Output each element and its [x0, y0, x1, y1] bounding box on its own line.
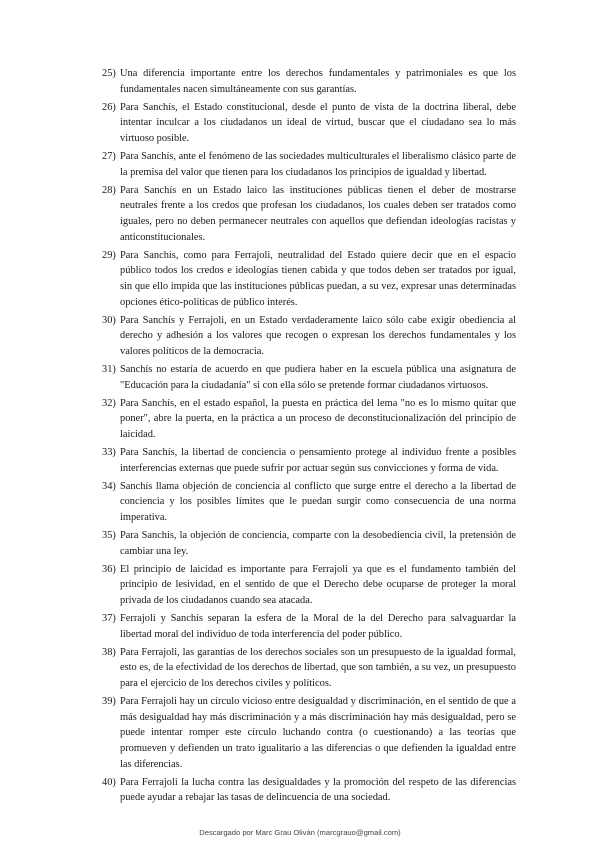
list-item: [104, 149, 516, 180]
item-text: Para Sanchís y Ferrajoli, en un Estado verdaderamente laico sólo cabe exigir obediencia al derecho y adhesión a los valores que recogen o expresan los derechos fundamentales y los valores políticos de la democracia.: [120, 314, 516, 357]
item-text: Para Ferrajoli, las garantías de los derechos sociales son un presupuesto de la igualdad formal, esto es, de la efectividad de los derechos de libertad, que son también, a su vez, un presupuesto para el ejercicio de los derechos civiles y políticos.: [120, 646, 516, 690]
item-text: Sanchís no estaría de acuerdo en que pudiera haber en la escuela pública una asignatura de "Educación para la ciudadanía" si con ella sólo se pretende formar ciudadanos virtuosos.: [120, 363, 516, 391]
item-number: 35): [102, 530, 116, 542]
item-number: 28): [102, 184, 116, 196]
item-number: 36): [102, 563, 116, 575]
item-text: Una diferencia importante entre los derechos fundamentales y patrimoniales es que los fundamentales nacen simultáneamente con sus garantías.: [120, 68, 516, 95]
list-item: [104, 479, 516, 526]
item-number: 39): [102, 696, 116, 708]
list-item: [104, 396, 516, 443]
item-number: 29): [102, 249, 116, 261]
list-item: [104, 528, 516, 559]
item-number: 38): [102, 646, 116, 658]
item-number: 31): [102, 363, 116, 375]
item-text: Para Sanchís, la objeción de conciencia, comparte con la desobediencia civil, la pretensión de cambiar una ley.: [120, 530, 516, 557]
list-item: [104, 248, 516, 310]
item-text: Sanchís llama objeción de conciencia al conflicto que surge entre el derecho a la libertad de conciencia y los posibles límites que le puedan surgir como consecuencia de una norma imperativa.: [120, 480, 516, 523]
list-item: [104, 775, 516, 806]
download-footer: Descargado por Marc Grau Olivàn (marcgrauo@gmail.com): [199, 828, 401, 837]
item-text: Para Ferrajoli la lucha contra las desigualdades y la promoción del respeto de las diferencias puede ayudar a rebajar las tasas de delincuencia de una sociedad.: [120, 776, 516, 804]
item-text: Para Sanchís, ante el fenómeno de las sociedades multiculturales el liberalismo clásico parte de la premisa del valor que tienen para los ciudadanos los principios de igualdad y libertad.: [120, 151, 516, 178]
list-item: [104, 611, 516, 642]
item-text: Para Sanchís en un Estado laico las instituciones públicas tienen el deber de mostrarse neutrales frente a los credos que profesan los ciudadanos, los cuales deben ser tratados como iguales, pero no deben permanecer neutrales con aquellos que defiendan ideologías racistas y anticonstitucionales.: [120, 184, 516, 243]
item-number: 33): [102, 447, 116, 459]
list-item: [104, 362, 516, 393]
item-number: 25): [102, 68, 116, 79]
list-item: [104, 445, 516, 476]
list-item: [104, 183, 516, 245]
list-item: [104, 694, 516, 772]
list-item: [104, 66, 516, 97]
item-number: 32): [102, 397, 116, 409]
item-number: 34): [102, 480, 116, 492]
item-number: 27): [102, 151, 116, 163]
question-list: [104, 66, 516, 808]
item-text: Para Sanchís, la libertad de conciencia o pensamiento protege al individuo frente a posibles interferencias externas que puede sufrir por actuar según sus convicciones y forma de vida.: [120, 447, 516, 474]
item-text: Para Sanchís, como para Ferrajoli, neutralidad del Estado quiere decir que en el espacio público todos los credos e ideologías tienen cabida y que todos deben ser tratados por igual, sin que ello impida que las instituciones públicas puedan, a su vez, expresar unas determinadas opciones ético-políticas de público interés.: [120, 249, 516, 308]
item-number: 40): [102, 776, 116, 788]
item-number: 37): [102, 613, 116, 625]
list-item: [104, 313, 516, 360]
item-text: El principio de laicidad es importante para Ferrajoli ya que es el fundamento también del principio de lesividad, en el sentido de que el Derecho debe ocuparse de proteger la moral privada de los ciudadanos cuando sea atacada.: [120, 563, 516, 607]
item-number: 26): [102, 101, 116, 113]
item-number: 30): [102, 314, 116, 326]
item-text: Para Sanchís, en el estado español, la puesta en práctica del lema "no es lo mismo quitar que poner", abre la puerta, en la práctica a un proceso de deconstitucionalización del principio de laicidad.: [120, 397, 516, 440]
item-text: Para Ferrajoli hay un círculo vicioso entre desigualdad y discriminación, en el sentido de que a más desigualdad hay más discriminación y a más discriminación hay más desigualdad, pero se puede intentar romper este círculo luchando contra (o cuestionando) a las teorías que promueven y defienden un trato igualitario a las diferencias o que defienden la igualdad entre las diferencias.: [120, 696, 516, 770]
item-text: Ferrajoli y Sanchís separan la esfera de la Moral de la del Derecho para salvaguardar la libertad moral del individuo de toda interferencia del poder público.: [120, 613, 516, 640]
list-item: [104, 100, 516, 147]
list-item: [104, 562, 516, 609]
list-item: [104, 645, 516, 692]
item-text: Para Sanchís, el Estado constitucional, desde el punto de vista de la doctrina liberal, debe intentar inculcar a los ciudadanos un ideal de virtud, buscar que el ciudadano sea lo más virtuoso posible.: [120, 101, 516, 144]
